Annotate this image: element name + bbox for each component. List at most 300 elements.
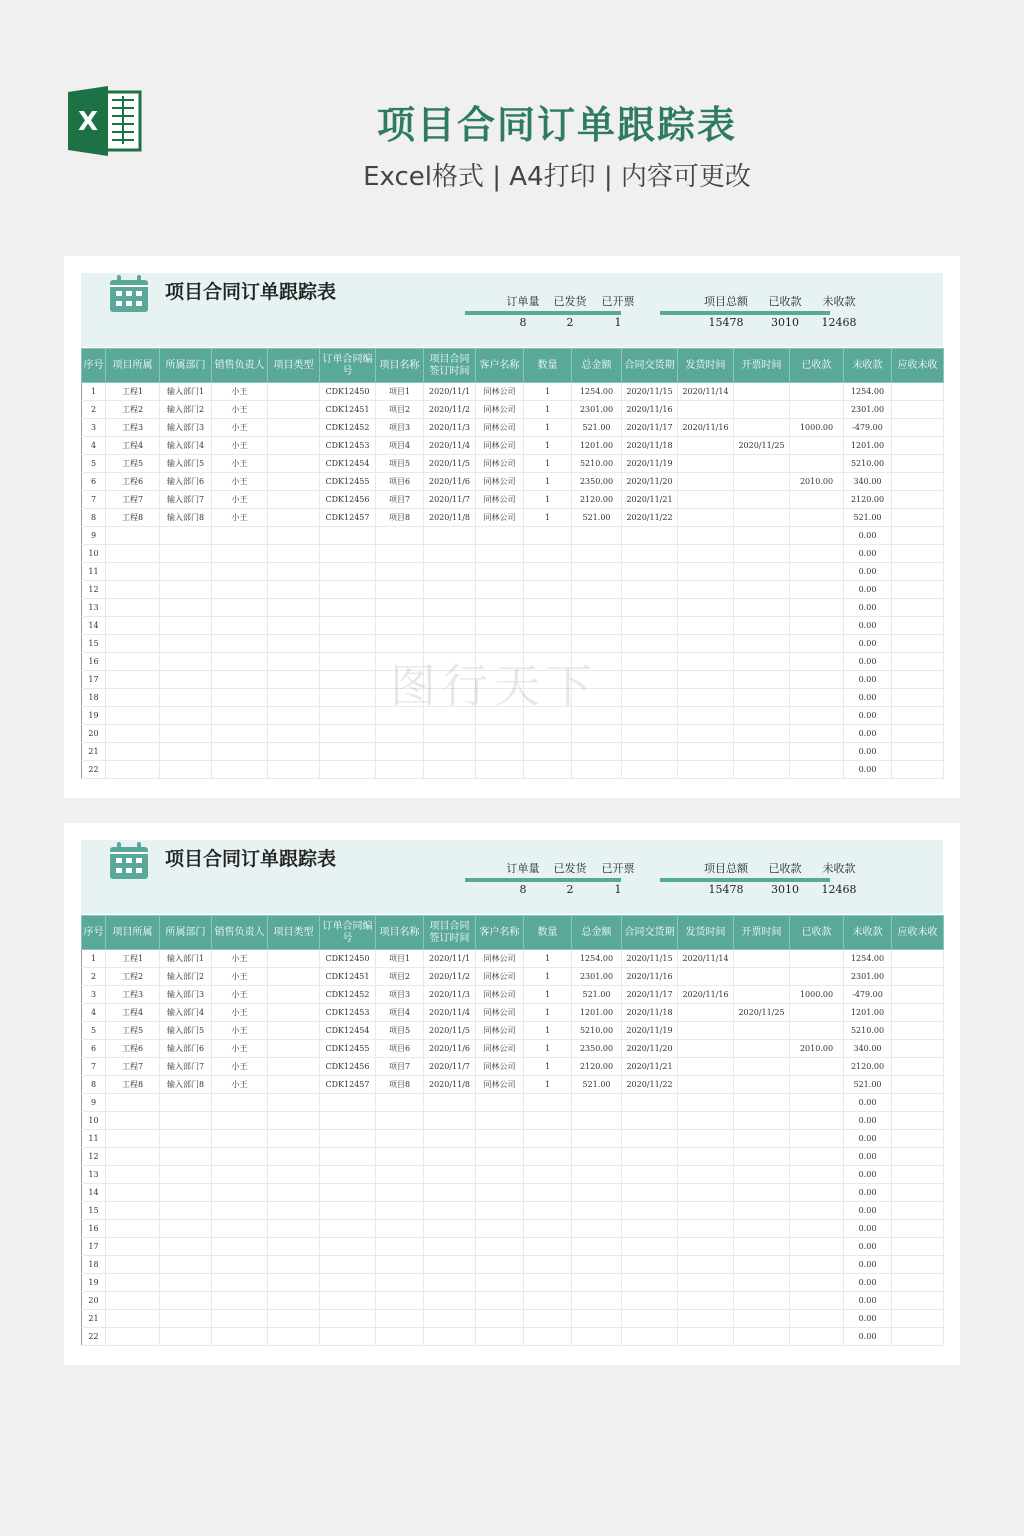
table-cell: [376, 743, 424, 761]
column-header: 项目所属: [106, 349, 160, 383]
table-cell: 9: [82, 527, 106, 545]
table-row: [82, 419, 944, 437]
table-cell: [678, 473, 734, 491]
table-cell: [524, 689, 572, 707]
table-cell: [790, 653, 844, 671]
table-cell: [790, 1328, 844, 1346]
table-cell: [476, 653, 524, 671]
table-cell: [678, 437, 734, 455]
table-cell: [572, 671, 622, 689]
table-cell: [320, 761, 376, 779]
table-cell: CDK12456: [320, 1058, 376, 1076]
table-cell: [376, 599, 424, 617]
table-cell: [790, 707, 844, 725]
column-header: 发货时间: [678, 916, 734, 950]
table-cell: [892, 1022, 944, 1040]
column-header: 数量: [524, 916, 572, 950]
table-cell: [476, 599, 524, 617]
table-cell: 1: [524, 455, 572, 473]
table-cell: [424, 563, 476, 581]
table-cell: [160, 1166, 212, 1184]
table-cell: [678, 1094, 734, 1112]
table-cell: 2301.00: [572, 968, 622, 986]
table-cell: [892, 437, 944, 455]
table-cell: [106, 617, 160, 635]
table-cell: [212, 1274, 268, 1292]
table-cell: 工程1: [106, 950, 160, 968]
table-row: [82, 1274, 944, 1292]
table-cell: [678, 743, 734, 761]
table-cell: [622, 527, 678, 545]
table-cell: [160, 707, 212, 725]
table-cell: [268, 743, 320, 761]
table-cell: 1: [524, 419, 572, 437]
table-cell: [160, 725, 212, 743]
table-cell: 1: [524, 383, 572, 401]
table-cell: [734, 725, 790, 743]
table-cell: 0.00: [844, 653, 892, 671]
table-row: [82, 1148, 944, 1166]
table-cell: [622, 707, 678, 725]
table-cell: [160, 1238, 212, 1256]
table-cell: 小王: [212, 986, 268, 1004]
table-row: [82, 761, 944, 779]
table-cell: [678, 1184, 734, 1202]
table-cell: [790, 671, 844, 689]
table-cell: [622, 1220, 678, 1238]
table-cell: 2020/11/1: [424, 383, 476, 401]
table-cell: [376, 1328, 424, 1346]
table-cell: [424, 1094, 476, 1112]
column-header: 已收款: [790, 349, 844, 383]
table-cell: [734, 419, 790, 437]
table-cell: [572, 1274, 622, 1292]
table-cell: [106, 1202, 160, 1220]
table-cell: [892, 1238, 944, 1256]
table-cell: 2020/11/7: [424, 491, 476, 509]
table-row: [82, 635, 944, 653]
table-cell: [212, 725, 268, 743]
table-cell: [572, 1148, 622, 1166]
table-cell: 0.00: [844, 1184, 892, 1202]
table-cell: 2020/11/17: [622, 419, 678, 437]
table-cell: [622, 1094, 678, 1112]
table-cell: 小王: [212, 1004, 268, 1022]
table-cell: 小王: [212, 491, 268, 509]
table-cell: [622, 617, 678, 635]
table-cell: 2020/11/16: [678, 419, 734, 437]
table-cell: [424, 1292, 476, 1310]
table-cell: 同林公司: [476, 950, 524, 968]
column-header: 总金额: [572, 916, 622, 950]
table-cell: [320, 1184, 376, 1202]
table-cell: [320, 563, 376, 581]
table-cell: [790, 689, 844, 707]
table-cell: [424, 599, 476, 617]
table-cell: [106, 671, 160, 689]
table-cell: [678, 545, 734, 563]
table-cell: [790, 1184, 844, 1202]
table-cell: [524, 635, 572, 653]
table-cell: [524, 617, 572, 635]
table-cell: [892, 1004, 944, 1022]
table-row: [82, 725, 944, 743]
table-cell: -479.00: [844, 419, 892, 437]
table-cell: [424, 1328, 476, 1346]
table-row: [82, 455, 944, 473]
table-cell: CDK12452: [320, 986, 376, 1004]
table-cell: [268, 1256, 320, 1274]
table-cell: 0.00: [844, 707, 892, 725]
table-cell: 小王: [212, 1022, 268, 1040]
table-cell: [790, 563, 844, 581]
table-cell: [268, 707, 320, 725]
table-cell: [678, 1130, 734, 1148]
table-cell: 1: [82, 950, 106, 968]
table-cell: 2020/11/25: [734, 1004, 790, 1022]
table-cell: [734, 950, 790, 968]
table-row: [82, 950, 944, 968]
table-cell: [212, 1310, 268, 1328]
table-cell: 小王: [212, 968, 268, 986]
table-cell: [160, 689, 212, 707]
table-cell: [424, 581, 476, 599]
table-cell: [320, 1166, 376, 1184]
table-cell: [476, 617, 524, 635]
table-cell: [678, 617, 734, 635]
table-cell: [376, 1184, 424, 1202]
table-cell: [424, 1256, 476, 1274]
table-cell: 1: [524, 1076, 572, 1094]
table-cell: [160, 743, 212, 761]
table-cell: CDK12454: [320, 455, 376, 473]
table-cell: [476, 725, 524, 743]
table-cell: 12: [82, 581, 106, 599]
table-cell: [268, 401, 320, 419]
table-cell: 1254.00: [844, 950, 892, 968]
table-cell: [622, 1310, 678, 1328]
table-cell: [790, 950, 844, 968]
table-cell: [678, 1112, 734, 1130]
table-cell: [268, 671, 320, 689]
stat-value: 3010: [771, 316, 799, 329]
table-cell: 同林公司: [476, 509, 524, 527]
table-cell: [268, 725, 320, 743]
table-cell: [892, 1184, 944, 1202]
table-cell: 同林公司: [476, 1058, 524, 1076]
table-cell: [524, 707, 572, 725]
table-cell: [622, 1328, 678, 1346]
table-cell: 1201.00: [844, 1004, 892, 1022]
table-cell: [622, 653, 678, 671]
table-cell: [678, 1274, 734, 1292]
table-cell: [790, 1094, 844, 1112]
table-cell: [212, 761, 268, 779]
table-cell: [268, 1238, 320, 1256]
table-row: [82, 383, 944, 401]
stat-label: 已开票: [601, 295, 635, 308]
table-cell: [212, 1292, 268, 1310]
table-cell: 2020/11/15: [622, 950, 678, 968]
table-cell: [572, 635, 622, 653]
table-cell: [678, 1166, 734, 1184]
table-cell: [212, 617, 268, 635]
table-cell: [734, 707, 790, 725]
table-cell: [572, 1292, 622, 1310]
table-cell: 工程4: [106, 1004, 160, 1022]
table-cell: 14: [82, 1184, 106, 1202]
table-cell: 0.00: [844, 1148, 892, 1166]
table-cell: [892, 725, 944, 743]
table-cell: [268, 545, 320, 563]
table-cell: 项目4: [376, 1004, 424, 1022]
table-cell: [524, 1238, 572, 1256]
table-cell: 工程2: [106, 401, 160, 419]
table-cell: [678, 581, 734, 599]
table-cell: [476, 581, 524, 599]
table-cell: [790, 509, 844, 527]
table-cell: 工程4: [106, 437, 160, 455]
table-cell: [320, 1310, 376, 1328]
table-row: [82, 617, 944, 635]
table-cell: [790, 968, 844, 986]
table-row: [82, 1022, 944, 1040]
table-cell: 小王: [212, 1076, 268, 1094]
table-cell: CDK12453: [320, 1004, 376, 1022]
table-cell: [424, 1274, 476, 1292]
table-cell: [268, 1130, 320, 1148]
sheet-preview-2: [64, 823, 960, 1365]
table-cell: 2020/11/21: [622, 1058, 678, 1076]
table-row: [82, 1310, 944, 1328]
table-cell: [106, 725, 160, 743]
table-cell: [734, 563, 790, 581]
table-row: [82, 1184, 944, 1202]
table-cell: [622, 1202, 678, 1220]
table-cell: [892, 1202, 944, 1220]
table-cell: [572, 1184, 622, 1202]
table-cell: [572, 581, 622, 599]
table-cell: [212, 743, 268, 761]
table-cell: 项目7: [376, 1058, 424, 1076]
table-cell: 1: [524, 401, 572, 419]
column-header: 项目类型: [268, 916, 320, 950]
table-cell: [268, 1058, 320, 1076]
column-header: 序号: [82, 349, 106, 383]
column-header: 所属部门: [160, 916, 212, 950]
table-cell: 1: [524, 1040, 572, 1058]
table-cell: 2020/11/7: [424, 1058, 476, 1076]
table-cell: [424, 527, 476, 545]
table-cell: [212, 1166, 268, 1184]
table-cell: 工程5: [106, 1022, 160, 1040]
table-cell: 0.00: [844, 563, 892, 581]
table-cell: [212, 707, 268, 725]
table-cell: [572, 743, 622, 761]
table-cell: [734, 1094, 790, 1112]
table-cell: [160, 1220, 212, 1238]
table-cell: [376, 653, 424, 671]
table-cell: [734, 617, 790, 635]
table-cell: [320, 1256, 376, 1274]
column-header: 总金额: [572, 349, 622, 383]
table-cell: [790, 527, 844, 545]
table-cell: 输入部门8: [160, 1076, 212, 1094]
table-cell: [622, 671, 678, 689]
table-cell: [524, 527, 572, 545]
table-cell: 1: [524, 950, 572, 968]
table-cell: [376, 545, 424, 563]
table-cell: [734, 581, 790, 599]
table-cell: [160, 1202, 212, 1220]
table-cell: [524, 761, 572, 779]
table-cell: [892, 1220, 944, 1238]
table-cell: [160, 599, 212, 617]
column-header: 数量: [524, 349, 572, 383]
stat-value: 2: [566, 316, 574, 329]
table-cell: 工程8: [106, 509, 160, 527]
table-cell: [376, 527, 424, 545]
stat-value: 8: [519, 883, 527, 896]
table-cell: 1000.00: [790, 986, 844, 1004]
table-cell: 0.00: [844, 545, 892, 563]
table-cell: [734, 1076, 790, 1094]
column-header: 应收未收: [892, 349, 944, 383]
table-cell: [268, 1220, 320, 1238]
table-row: [82, 1094, 944, 1112]
table-cell: [476, 761, 524, 779]
table-cell: [376, 1130, 424, 1148]
column-header: 项目类型: [268, 349, 320, 383]
table-cell: [376, 1292, 424, 1310]
table-cell: 同林公司: [476, 1040, 524, 1058]
table-cell: [376, 1238, 424, 1256]
table-row: [82, 563, 944, 581]
table-cell: [106, 1310, 160, 1328]
column-header: 客户名称: [476, 916, 524, 950]
table-cell: 20: [82, 725, 106, 743]
column-header: 已收款: [790, 916, 844, 950]
table-cell: [734, 473, 790, 491]
table-cell: 8: [82, 509, 106, 527]
table-cell: [622, 1112, 678, 1130]
column-header: 合同交货期: [622, 916, 678, 950]
table-cell: [892, 1094, 944, 1112]
table-cell: [524, 1274, 572, 1292]
table-cell: 项目3: [376, 419, 424, 437]
table-cell: 521.00: [844, 1076, 892, 1094]
column-header: 项目合同签订时间: [424, 349, 476, 383]
table-cell: [212, 1238, 268, 1256]
table-cell: [268, 599, 320, 617]
table-cell: CDK12455: [320, 473, 376, 491]
table-cell: [424, 671, 476, 689]
table-cell: [572, 617, 622, 635]
stat-value: 3010: [771, 883, 799, 896]
table-cell: [376, 689, 424, 707]
table-cell: [622, 599, 678, 617]
table-cell: CDK12450: [320, 383, 376, 401]
table-cell: [424, 1238, 476, 1256]
table-cell: 小王: [212, 383, 268, 401]
table-cell: [320, 1328, 376, 1346]
summary-stats: [81, 860, 943, 910]
table-cell: 18: [82, 1256, 106, 1274]
table-cell: 同林公司: [476, 1022, 524, 1040]
table-cell: 输入部门4: [160, 437, 212, 455]
table-cell: [790, 761, 844, 779]
table-cell: [678, 653, 734, 671]
table-cell: [790, 1004, 844, 1022]
table-cell: [572, 1202, 622, 1220]
table-cell: [160, 617, 212, 635]
table-cell: [320, 1274, 376, 1292]
table-cell: 2020/11/3: [424, 419, 476, 437]
table-cell: [160, 671, 212, 689]
table-cell: 521.00: [572, 1076, 622, 1094]
table-cell: [622, 563, 678, 581]
table-cell: [790, 1220, 844, 1238]
table-cell: [734, 1202, 790, 1220]
column-header: 销售负责人: [212, 349, 268, 383]
table-cell: 工程3: [106, 986, 160, 1004]
table-cell: [160, 563, 212, 581]
table-cell: 输入部门3: [160, 419, 212, 437]
table-row: [82, 986, 944, 1004]
table-cell: [424, 635, 476, 653]
table-cell: [678, 1238, 734, 1256]
table-cell: [678, 1076, 734, 1094]
table-cell: [268, 1040, 320, 1058]
table-cell: [106, 1148, 160, 1166]
table-cell: 14: [82, 617, 106, 635]
table-cell: [268, 950, 320, 968]
table-cell: [106, 527, 160, 545]
table-cell: [892, 653, 944, 671]
column-header: 项目所属: [106, 916, 160, 950]
table-cell: CDK12451: [320, 968, 376, 986]
table-cell: [622, 635, 678, 653]
table-cell: [106, 689, 160, 707]
table-cell: [892, 1274, 944, 1292]
table-cell: 工程5: [106, 455, 160, 473]
table-cell: [790, 545, 844, 563]
table-cell: [212, 1202, 268, 1220]
sheet-header-band: [81, 840, 943, 914]
table-cell: [734, 491, 790, 509]
table-cell: [678, 563, 734, 581]
table-cell: 19: [82, 1274, 106, 1292]
table-cell: [106, 1184, 160, 1202]
table-cell: [734, 401, 790, 419]
table-cell: [376, 1274, 424, 1292]
table-cell: [572, 599, 622, 617]
table-cell: [424, 1148, 476, 1166]
table-cell: [424, 653, 476, 671]
table-cell: [424, 545, 476, 563]
table-cell: [892, 1148, 944, 1166]
table-cell: [160, 1310, 212, 1328]
table-row: [82, 1076, 944, 1094]
table-row: [82, 473, 944, 491]
table-cell: 1: [524, 491, 572, 509]
table-cell: [892, 671, 944, 689]
table-cell: 9: [82, 1094, 106, 1112]
table-cell: [790, 1274, 844, 1292]
table-cell: 输入部门5: [160, 455, 212, 473]
table-cell: 2020/11/6: [424, 473, 476, 491]
table-cell: [892, 383, 944, 401]
